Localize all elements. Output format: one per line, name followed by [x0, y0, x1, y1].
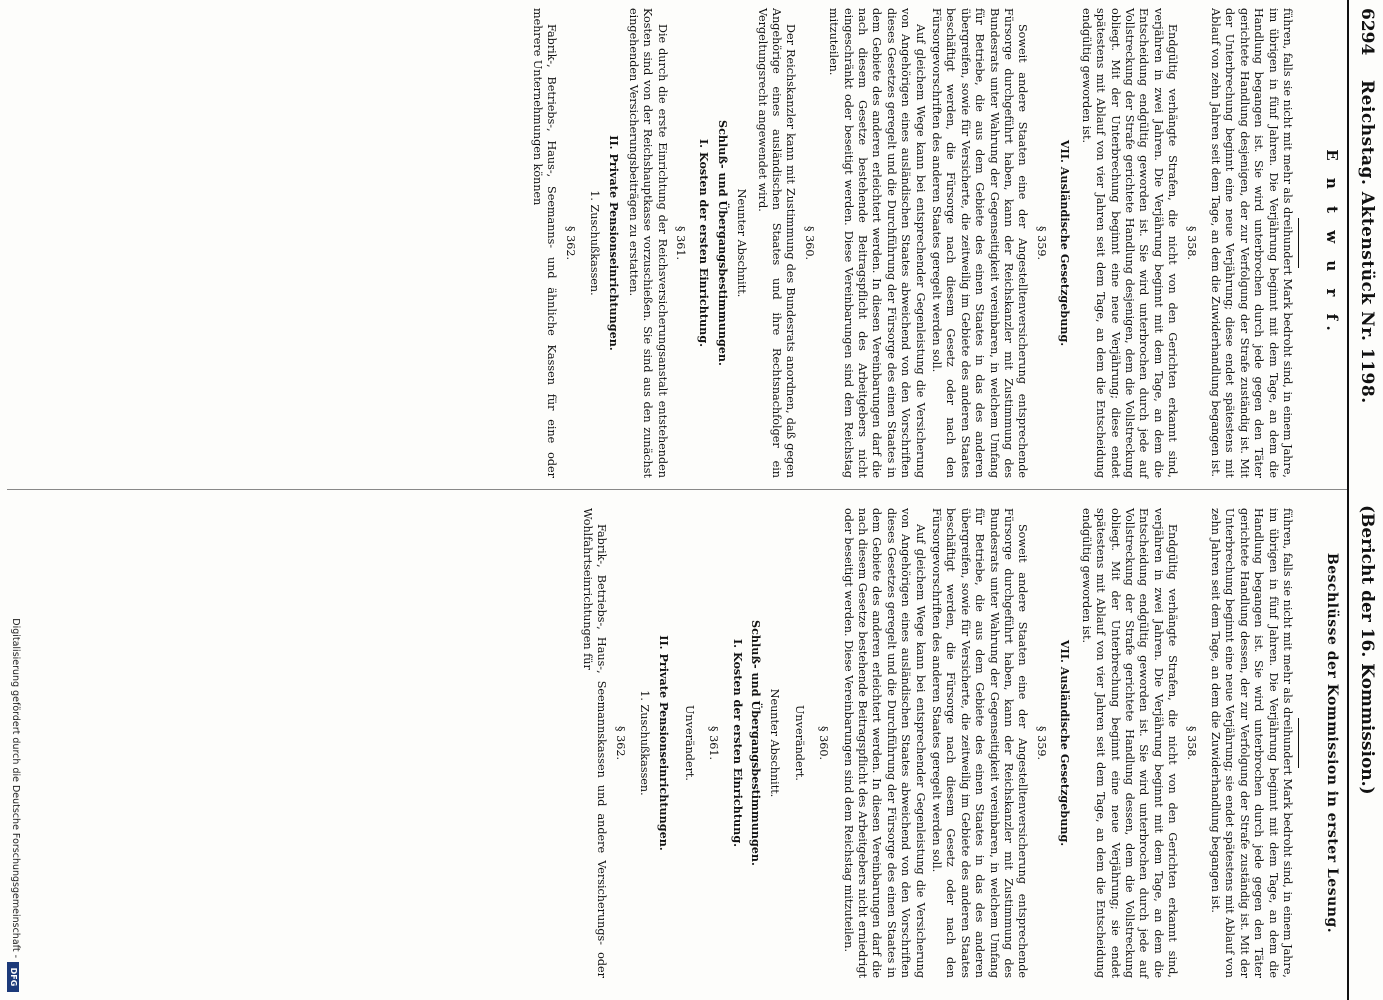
part-title-ii: II. Private Pensionseinrichtungen. [607, 135, 622, 351]
section-text-359-b: Auf gleichem Wege kann bei entsprechender Gegenleistung die Versicherung von Angehörigen eines ausländischen Staates abweichend von den Vorschriften dieses Gesetzes geregelt und die Durchführung der Fürsorge des einen Staates in dem Gebiete des anderen erleichtert werden. In diesen Vereinbarungen darf die nach diesem Gesetze bestehende Beitragspflicht des Arbeitgebers nicht eingeschränkt oder beseitigt werden. Diese Vereinbarungen sind dem Reichstag mitzuteilen. [827, 8, 927, 478]
section-label-358: § 358. [1184, 725, 1198, 761]
section-label-358: § 358. [1184, 225, 1198, 261]
heading-rule [1298, 718, 1299, 768]
subpart-title-1: 1. Zuschußkassen. [587, 190, 601, 296]
part-title-vii: VII. Ausländische Gesetzgebung. [1058, 639, 1073, 847]
chapter-subtitle: Schluß- und Übergangsbestimmungen. [715, 120, 730, 366]
draft-heading: E n t w u r f. [1323, 149, 1341, 337]
section-label-362: § 362. [613, 725, 627, 761]
header-title: Reichstag. Aktenstück Nr. 1198. [1357, 80, 1377, 404]
resolution-paragraph: führen, falls sie nicht mit mehr als dreihundert Mark bedroht sind, in einem Jahre, im übrigen in fünf Jahren. Die Verjährung beginnt mit dem Tage, an dem die Handlung begangen ist. Sie wird unterbrochen durch jede gegen den Täter gerichtete Handlung dessen, der zur Verfolgung der Strafe zuständig ist. Mit der Unterbrechung beginnt eine neue Verjährung; sie endet spätestens mit Ablauf von zehn Jahren seit dem Tage, an dem die Zuwiderhandlung begangen ist. [1208, 508, 1294, 978]
section-label-359: § 359. [1034, 725, 1048, 761]
part-title-i: I. Kosten der ersten Einrichtung. [697, 138, 712, 348]
dfg-logo-icon: DFG [7, 962, 19, 992]
unchanged-note-360: Unverändert. [792, 705, 806, 781]
chapter-subtitle: Schluß- und Übergangsbestimmungen. [749, 620, 763, 866]
section-text-358: Endgültig verhängte Strafen, die nicht von den Gerichten erkannt sind, verjähren in zwei Jahren. Die Verjährung beginnt mit dem Tage, an dem die Entscheidung endgültig geworden ist. Sie wird unterbrochen durch jede auf Vollstreckung der Strafe gerichtete Handlung dessen, dem die Vollstreckung obliegt. Mit der Unterbrechung beginnt eine neue Verjährung; sie endet spätestens mit Ablauf von vier Jahren seit dem Tage, an dem die Entscheidung endgültig geworden ist. [1079, 508, 1180, 978]
column-divider [7, 489, 1347, 490]
section-text-359-b: Auf gleichem Wege kann bei entsprechender Gegenleistung die Versicherung von Angehörigen eines ausländischen Staates abweichend von den Vorschriften dieses Gesetzes geregelt und die Durchführung der Fürsorge des einen Staates in dem Gebiete des anderen erleichtert werden. In diesen Vereinbarungen darf die nach diesem Gesetze bestehende Beitragspflicht des Arbeitgebers nicht erniedrigt oder beseitigt werden. Diese Vereinbarungen sind dem Reichstag mitzuteilen. [841, 508, 927, 978]
header-right-title: (Bericht der 16. Kommission.) [1357, 505, 1377, 795]
resolutions-column [577, 508, 1343, 978]
draft-column [527, 8, 1343, 478]
section-text-359-a: Soweit andere Staaten eine der Angestelltenversicherung entsprechende Fürsorge durchgeführt haben, kann der Reichskanzler mit Zustimmung des Bundesrats unter Wahrung der Gegenseitigkeit vereinbaren, in welchem Umfang für Betriebe, die aus dem Gebiete des einen Staates in das des anderen übergreifen, sowie für Versicherte, die zeitweilig im Gebiete des anderen Staates beschäftigt werden, die Fürsorge nach diesem Gesetz oder nach den Fürsorgevorschriften des anderen Staates geregelt werden soll. [930, 8, 1030, 478]
section-label-361: § 361. [673, 225, 687, 261]
section-text-362: Fabrik-, Betriebs-, Haus-, Seemannskassen und andere Versicherungs- oder Wohlfahrtseinrichtungen für [580, 508, 609, 978]
chapter-title: Neunter Abschnitt. [768, 688, 782, 798]
part-title-i: I. Kosten der ersten Einrichtung. [730, 638, 745, 848]
part-title-vii: VII. Ausländische Gesetzgebung. [1058, 139, 1073, 347]
unchanged-note-361: Unverändert. [682, 705, 696, 781]
section-text-358: Endgültig verhängte Strafen, die nicht von den Gerichten erkannt sind, verjähren in zwei Jahren. Die Verjährung beginnt mit dem Tage, an dem die Entscheidung endgültig geworden ist. Sie wird unterbrochen durch jede auf Vollstreckung der Strafe gerichtete Handlung desjenigen, dem die Vollstreckung obliegt. Mit der Unterbrechung beginnt eine neue Verjährung; diese endet spätestens mit Ablauf von vier Jahren seit dem Tage, an dem die Entscheidung endgültig geworden ist. [1079, 8, 1180, 478]
part-title-ii: II. Private Pensionseinrichtungen. [657, 635, 672, 851]
heading-rule [1298, 218, 1299, 268]
section-text-362: Fabrik-, Betriebs-, Haus-, Seemanns- und ähnliche Kassen für eine oder mehrere Unternehmungen können [530, 8, 559, 478]
section-text-359-a: Soweit andere Staaten eine der Angestelltenversicherung entsprechende Fürsorge durchgeführt haben, kann der Reichskanzler mit Zustimmung des Bundesrats unter Wahrung der Gegenseitigkeit vereinbaren, in welchem Umfang für Betriebe, die aus dem Gebiete des einen Staates in das des anderen übergreifen, sowie für Versicherte, die zeitweilig im Gebiete des anderen Staates beschäftigt werden, die Fürsorge nach diesem Gesetz oder nach den Fürsorgevorschriften des anderen Staates geregelt werden soll. [930, 508, 1030, 978]
section-label-360: § 360. [802, 225, 816, 261]
section-label-361: § 361. [707, 725, 721, 761]
page-number: 6294 [1357, 8, 1377, 56]
page-header [1347, 0, 1383, 1000]
subpart-title-1: 1. Zuschußkassen. [637, 690, 651, 796]
chapter-title: Neunter Abschnitt. [735, 188, 749, 298]
section-label-359: § 359. [1034, 225, 1048, 261]
section-label-360: § 360. [817, 725, 831, 761]
section-label-362: § 362. [563, 225, 577, 261]
resolutions-heading: Beschlüsse der Kommission in erster Lesung. [1324, 552, 1340, 934]
section-text-361: Die durch die erste Einrichtung der Reichsversicherungsanstalt entstehenden Kosten sind von der Reichshauptkasse vorzuschießen. Sie sind aus den zunächst eingehenden Versicherungsbeiträgen zu erstatten. [626, 8, 669, 478]
section-text-360: Der Reichskanzler kann mit Zustimmung des Bundesrats anordnen, daß gegen Angehörige eines ausländischen Staates und ihre Rechtsnachfolger ein Vergeltungsrecht angewendet wird. [755, 8, 798, 478]
digitization-credit: Digitalisierung gefördert durch die Deutsche Forschungsgemeinschaft - [10, 618, 21, 958]
draft-paragraph: führen, falls sie nicht mit mehr als dreihundert Mark bedroht sind, in einem Jahre, im übrigen in fünf Jahren. Die Verjährung beginnt mit dem Tage, an dem die Handlung begangen ist. Sie wird unterbrochen durch jede gegen den Täter gerichtete Handlung desjenigen, der zur Verfolgung der Strafe zuständig ist. Mit der Unterbrechung beginnt eine neue Verjährung; diese endet spätestens mit Ablauf von zehn Jahren seit dem Tage, an dem die Zuwiderhandlung begangen ist. [1208, 8, 1294, 478]
